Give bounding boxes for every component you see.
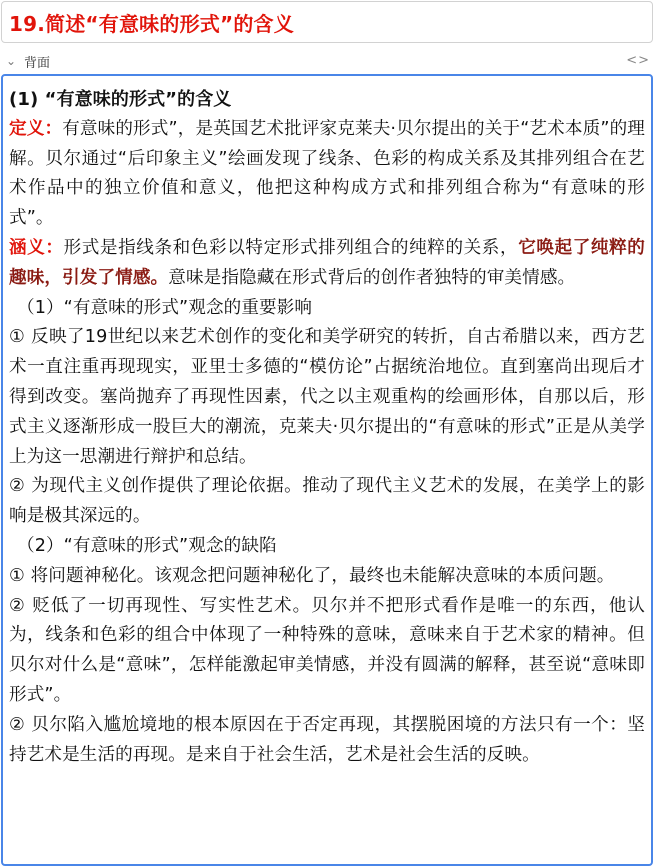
- sub1-item-1: ① 反映了19世纪以来艺术创作的变化和美学研究的转折，自古希腊以来，西方艺术一直注重再现现实，亚里士多德的“模仿论”占据统治地位。直到塞尚出现后才得到改变。塞尚抛弃了再现性因素，代之以主观重构的绘画形体，自那以后，形式主义逐渐形成一股巨大的潮流，克莱夫·贝尔提出的“有意味的形式”正是从美学上为这一思潮进行辩护和总结。: [9, 327, 645, 467]
- definition-label: 定义：: [9, 118, 63, 139]
- meaning-paragraph: [9, 234, 645, 294]
- code-icon[interactable]: <>: [626, 53, 650, 68]
- definition-text: 有意味的形式”，是英国艺术批评家克莱夫·贝尔提出的关于“艺术本质”的理解。贝尔通过“后印象主义”绘画发现了线条、色彩的构成关系及其排列组合在艺术作品中的独立价值和意义，他把这种构成方式和排列组合称为“有意味的形式”。: [9, 118, 645, 229]
- meaning-text-1: 形式是指线条和色彩以特定形式排列组合的纯粹的关系，: [63, 237, 519, 258]
- question-title: 19.简述“有意味的形式”的含义: [9, 11, 294, 36]
- section-label: 背面: [24, 55, 51, 71]
- sub2-item-1: ① 将问题神秘化。该观念把问题神秘化了，最终也未能解决意味的本质问题。: [9, 565, 615, 586]
- meaning-text-2: 意味是指隐藏在形式背后的创作者独特的审美情感。: [168, 267, 576, 288]
- meaning-emphasis: 它唤起了纯粹的趣味，引发了情感。: [9, 237, 645, 288]
- answer-heading: (1) “有意味的形式”的含义: [9, 89, 232, 110]
- section-header[interactable]: [0, 50, 656, 72]
- sub2-item-2: ② 贬低了一切再现性、写实性艺术。贝尔并不把形式看作是唯一的东西，他认为，线条和色彩的组合中体现了一种特殊的意味，意味来自于艺术家的精神。但贝尔对什么是“意味”，怎样能激起审美情感，并没有圆满的解释，甚至说“意味即形式”。: [9, 595, 645, 705]
- sub1-heading: （1）“有意味的形式”观念的重要影响: [17, 297, 313, 318]
- sub1-item-2: ② 为现代主义创作提供了理论依据。推动了现代主义艺术的发展，在美学上的影响是极其深远的。: [9, 476, 645, 527]
- sub2-item-3: ② 贝尔陷入尴尬境地的根本原因在于否定再现，其摆脱困境的方法只有一个：坚持艺术是生活的再现。是来自于社会生活，艺术是社会生活的反映。: [9, 714, 645, 765]
- answer-box[interactable]: [1, 74, 653, 866]
- definition-paragraph: [9, 115, 645, 234]
- meaning-label: 涵义：: [9, 237, 64, 258]
- chevron-down-icon[interactable]: ⌄: [5, 54, 17, 68]
- question-card: [1, 1, 653, 43]
- answer-content: [9, 85, 645, 770]
- sub2-heading: （2）“有意味的形式”观念的缺陷: [17, 535, 277, 556]
